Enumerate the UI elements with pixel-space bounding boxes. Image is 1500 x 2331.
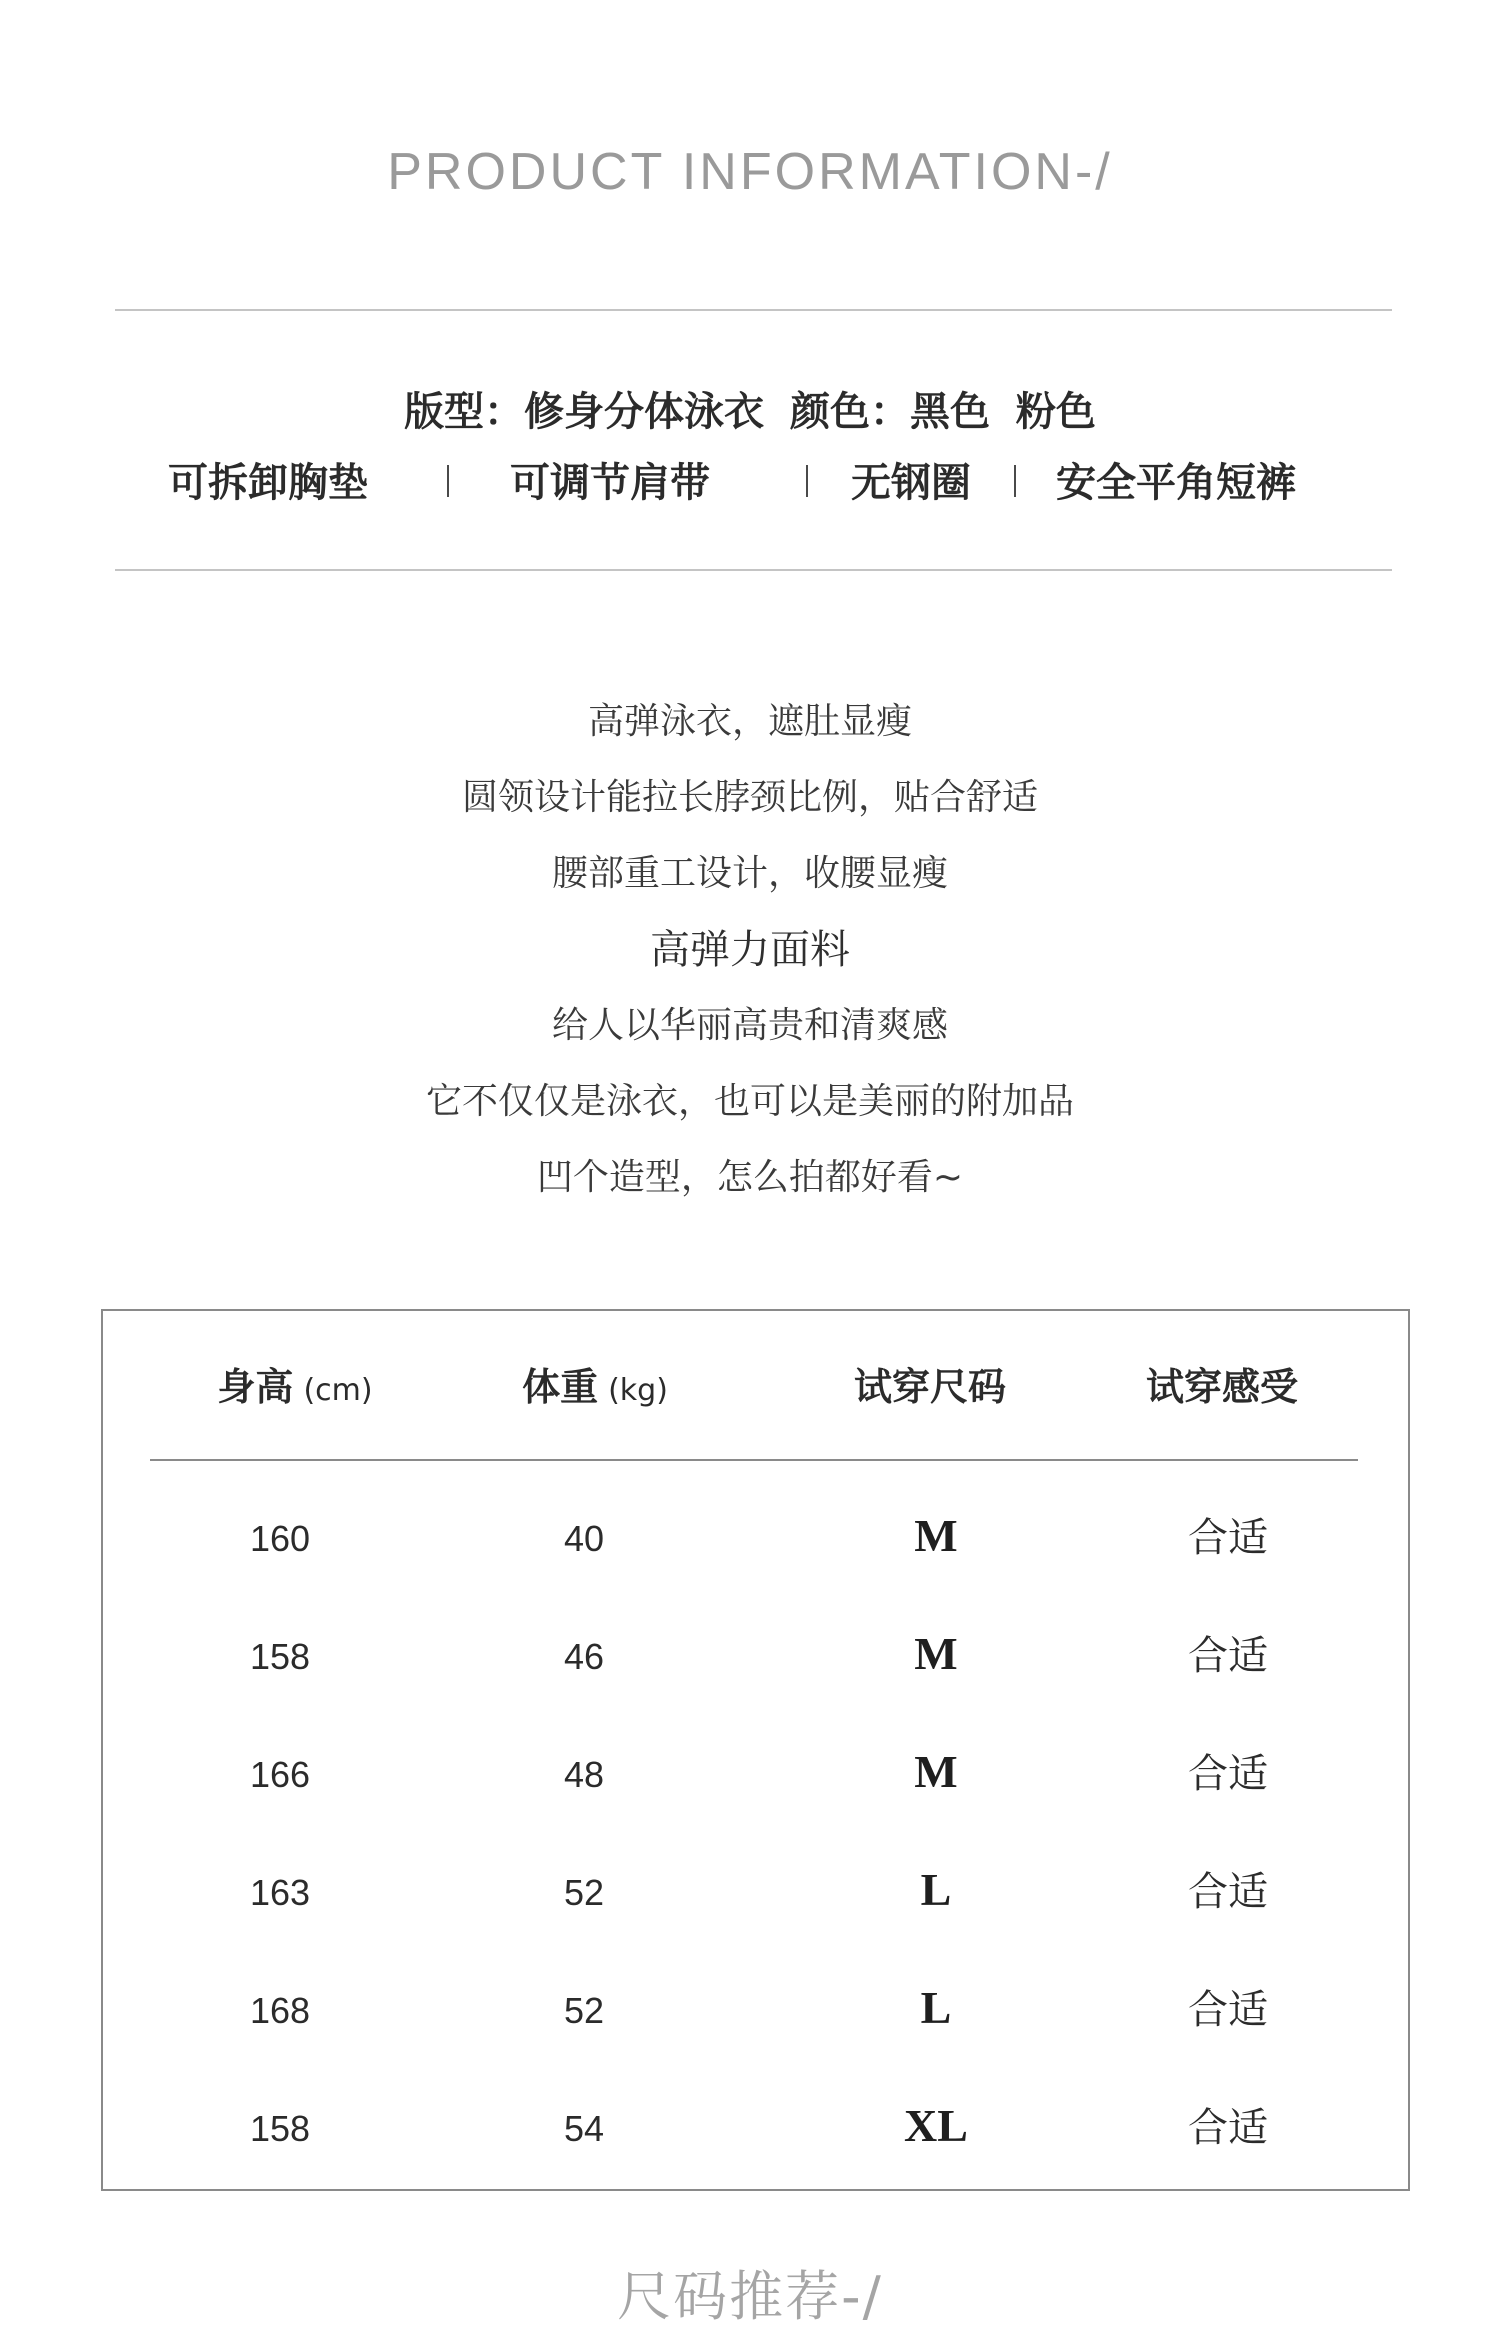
header-weight xyxy=(480,1362,710,1416)
row-2-weight: 46 xyxy=(563,1636,605,1677)
header-height-unit: (cm) xyxy=(303,1373,373,1408)
row-3-feel: 合适 xyxy=(1188,1751,1268,1797)
row-3-weight: 48 xyxy=(563,1754,605,1795)
row-6-feel: 合适 xyxy=(1188,2105,1268,2151)
description-line: 圆领设计能拉长脖颈比例，贴合舒适 xyxy=(461,777,1038,818)
row-4-size: L xyxy=(920,1864,952,1915)
description-line: 高弹泳衣，遮肚显瘦 xyxy=(587,701,912,742)
header-height xyxy=(180,1362,410,1416)
row-3-size: M xyxy=(914,1746,958,1797)
row-5-weight: 52 xyxy=(563,1990,605,2031)
style-color-line: 版型：修身分体泳衣 颜色：黑色 粉色 xyxy=(404,389,1096,435)
row-2-size: M xyxy=(914,1628,958,1679)
feature-adjustable-straps: 可调节肩带 xyxy=(510,460,710,506)
header-weight-label: 体重 xyxy=(522,1365,599,1409)
row-4-feel: 合适 xyxy=(1188,1869,1268,1915)
row-5-height: 168 xyxy=(249,1990,311,2031)
header-size: 试穿尺码 xyxy=(853,1365,1006,1409)
row-1-size: M xyxy=(914,1510,958,1561)
header-height-label: 身高 xyxy=(217,1365,294,1409)
feature-no-underwire: 无钢圈 xyxy=(851,460,971,506)
description-line-emphasis: 高弹力面料 xyxy=(650,927,850,973)
header-feel: 试穿感受 xyxy=(1145,1365,1298,1409)
row-4-weight: 52 xyxy=(563,1872,605,1913)
feature-separator xyxy=(1014,465,1016,497)
section-title: PRODUCT INFORMATION-/ xyxy=(387,143,1113,201)
row-5-size: L xyxy=(920,1982,952,2033)
description-line: 腰部重工设计，收腰显瘦 xyxy=(551,853,948,894)
table-header-divider xyxy=(150,1459,1358,1461)
description-line: 给人以华丽高贵和清爽感 xyxy=(551,1005,948,1046)
row-2-height: 158 xyxy=(249,1636,311,1677)
row-2-feel: 合适 xyxy=(1188,1633,1268,1679)
row-4-height: 163 xyxy=(249,1872,311,1913)
feature-separator xyxy=(806,465,808,497)
row-1-weight: 40 xyxy=(563,1518,605,1559)
row-6-size: XL xyxy=(904,2100,968,2151)
row-6-height: 158 xyxy=(249,2108,311,2149)
row-5-feel: 合适 xyxy=(1188,1987,1268,2033)
feature-removable-pads: 可拆卸胸垫 xyxy=(168,460,368,506)
divider-top xyxy=(115,309,1392,311)
header-weight-unit: (kg) xyxy=(608,1373,668,1408)
feature-safety-shorts: 安全平角短裤 xyxy=(1056,460,1296,506)
size-recommendation-title: 尺码推荐-/ xyxy=(617,2265,883,2328)
row-1-height: 160 xyxy=(249,1518,311,1559)
description-line: 它不仅仅是泳衣，也可以是美丽的附加品 xyxy=(425,1081,1074,1122)
feature-separator xyxy=(447,465,449,497)
row-3-height: 166 xyxy=(249,1754,311,1795)
row-1-feel: 合适 xyxy=(1188,1515,1268,1561)
divider-bottom xyxy=(115,569,1392,571)
row-6-weight: 54 xyxy=(563,2108,605,2149)
description-line: 凹个造型，怎么拍都好看~ xyxy=(536,1157,964,1198)
